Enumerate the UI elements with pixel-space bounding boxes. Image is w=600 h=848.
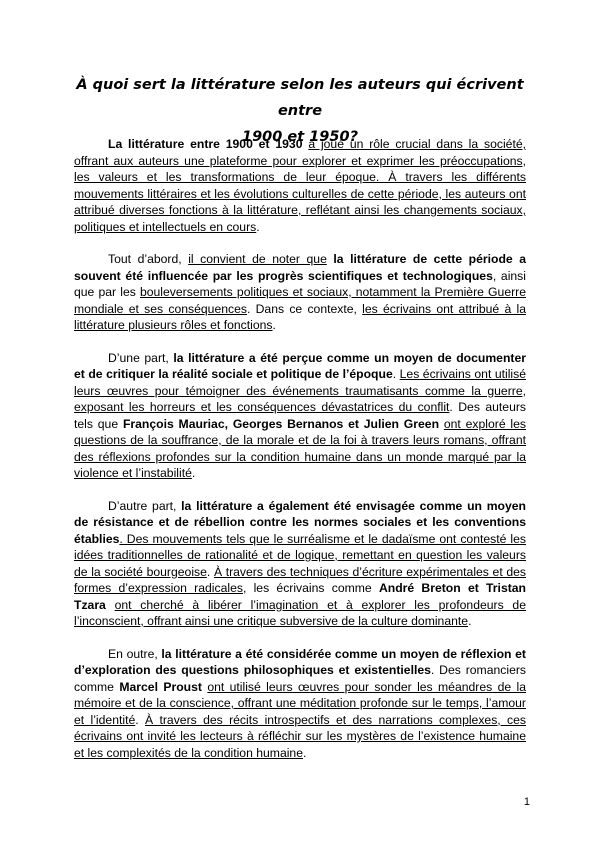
text-run: . xyxy=(272,318,276,332)
bold-text-run: la littérature a été perçue comme un moyen de documenter et de critiquer la réalité sociale et politique de l’époque xyxy=(74,350,526,381)
bold-text-run: la littérature de cette période a souvent été influencée par les progrès scientifiques et technologiques xyxy=(74,252,527,283)
text-run: . xyxy=(256,219,260,234)
underlined-text-run: a joué un rôle crucial dans la société, offrant aux auteurs une plateforme pour explorer et exprimer les préoccupations, les valeurs et les transformations de leur époque. À travers les différents mouvements littéraires et les évolutions culturelles de cette période, les auteurs ont attribué diverses fonctions à la littérature, reflétant ainsi les changements sociaux, politiques et intellectuels en cours xyxy=(74,137,527,234)
text-run: . xyxy=(206,564,214,579)
text-run: . xyxy=(392,367,400,381)
underlined-text-run: les écrivains ont attribué à la littérature plusieurs rôles et fonctions xyxy=(74,301,526,332)
title-line-2: 1900 et 1950? xyxy=(242,129,358,145)
underlined-text-run: bouleversements politiques et sociaux, notamment la Première Guerre mondiale et ses conséquences xyxy=(74,285,526,316)
title-line-1: À quoi sert la littérature selon les auteurs qui écrivent entre xyxy=(76,77,524,119)
text-run xyxy=(106,598,115,612)
underlined-text-run: il convient de noter que xyxy=(188,252,327,266)
page-number: 1 xyxy=(523,796,530,808)
document-body xyxy=(74,136,526,777)
text-run: D’autre part, xyxy=(108,498,182,513)
underlined-text-run: Les écrivains ont utilisé leurs œuvres pour témoigner des événements traumatisants comme la guerre, exposant les horreurs et les conséquences dévastatrices du conflit xyxy=(74,367,527,414)
text-run: . xyxy=(468,614,472,628)
text-run: . Des auteurs tels que xyxy=(74,400,526,431)
underlined-text-run: À travers des techniques d’écriture expérimentales et des formes d’expression radicales xyxy=(74,564,527,595)
bold-text-run: la littérature a également été envisagée comme un moyen de résistance et de rébellion contre les normes sociales et les conventions établies xyxy=(74,498,526,546)
underlined-text-run: ont utilisé leurs œuvres pour sonder les méandres de la mémoire et de la conscience, offrant une méditation profonde sur le temps, l’amour et l’identité xyxy=(74,679,527,727)
text-run: . Dans ce contexte, xyxy=(246,301,363,316)
paragraph-context xyxy=(74,251,526,334)
underlined-text-run: . Des mouvements tels que le surréalisme et le dadaïsme ont contesté les idées traditionnelles de rationalité et de logique, remettant en question les valeurs de la société bourgeoise xyxy=(74,531,526,579)
paragraph-reflection xyxy=(74,646,526,762)
underlined-text-run: À travers des récits introspectifs et des narrations complexes, ces écrivains ont invité les lecteurs à réfléchir sur les mystères de l’existence humaine et les complexités de la condition humaine xyxy=(74,712,527,760)
text-run: . xyxy=(135,712,145,727)
underlined-text-run: ont exploré les questions de la souffrance, de la morale et de la foi à travers leurs romans, offrant des réflexions profondes sur la condition humaine dans un monde marqué par la violence et l’instabilité xyxy=(74,416,526,480)
text-run: , les écrivains comme xyxy=(242,581,379,595)
paragraph-documenting xyxy=(74,350,526,482)
underlined-text-run: ont cherché à libérer l’imagination et à explorer les profondeurs de l’inconscient, offrant ainsi une critique subversive de la culture dominante xyxy=(74,597,526,628)
text-run: D’une part, xyxy=(108,350,174,365)
paragraph-intro xyxy=(74,136,526,235)
text-run: . xyxy=(191,466,196,480)
text-run: En outre, xyxy=(108,646,162,661)
text-run: , ainsi que par les xyxy=(74,268,526,299)
bold-text-run: François Mauriac, Georges Bernanos et Julien Green xyxy=(122,416,440,431)
bold-text-run: la littérature a été considérée comme un moyen de réflexion et d’exploration des questions philosophiques et existentielles xyxy=(74,646,526,677)
text-run: . xyxy=(303,745,307,760)
bold-text-run: Marcel Proust xyxy=(119,679,202,694)
text-run: Tout d’abord, xyxy=(108,252,189,266)
text-run: . Des romanciers comme xyxy=(74,663,526,694)
bold-text-run: La littérature entre 1900 et 1930 xyxy=(108,137,303,151)
paragraph-resistance xyxy=(74,498,526,630)
bold-text-run: André Breton et Tristan Tzara xyxy=(74,581,526,612)
